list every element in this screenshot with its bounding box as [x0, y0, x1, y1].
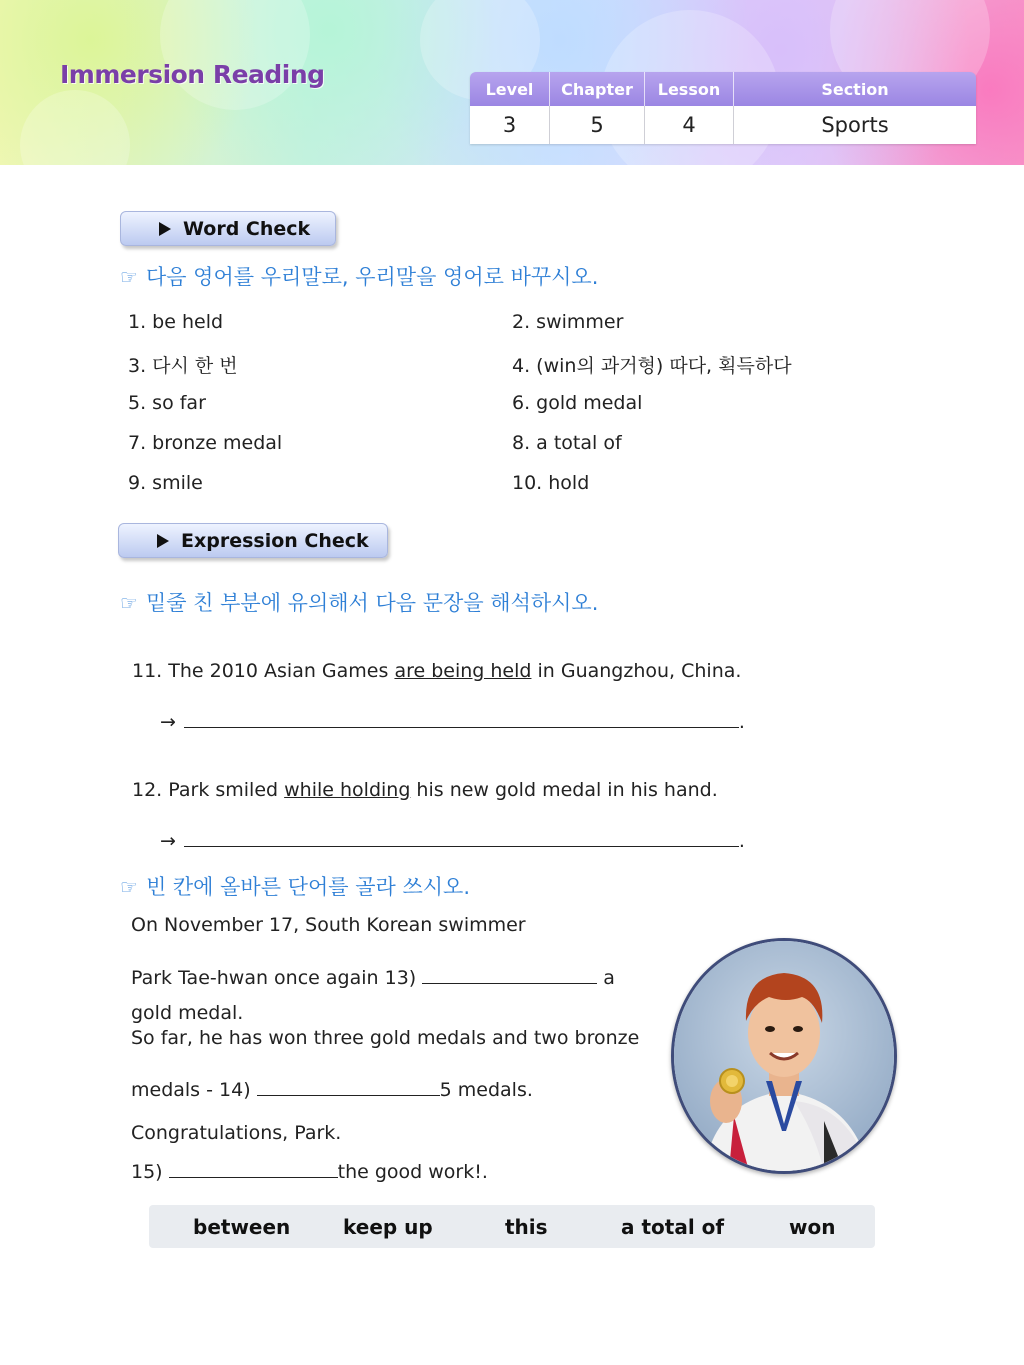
passage-line: gold medal.: [131, 1002, 244, 1024]
answer-line-12[interactable]: → .: [160, 830, 745, 852]
underlined-phrase: while holding: [284, 779, 411, 801]
word-item: 3. 다시 한 번: [128, 355, 238, 377]
word-bank-item[interactable]: won: [789, 1215, 836, 1239]
word-bank-item[interactable]: a total of: [621, 1215, 725, 1239]
pointing-hand-icon: ☞: [120, 875, 138, 899]
header-chapter: Chapter: [550, 72, 645, 106]
expression-check-instruction: ☞ 밑줄 친 부분에 유의해서 다음 문장을 해석하시오.: [120, 591, 599, 615]
word-item: 7. bronze medal: [128, 432, 283, 454]
word-bank-item[interactable]: this: [505, 1215, 548, 1239]
blank-13[interactable]: [422, 966, 597, 984]
value-section: Sports: [821, 113, 889, 137]
word-bank: [149, 1205, 875, 1248]
brand-title: Immersion Reading: [60, 60, 325, 89]
pointing-hand-icon: ☞: [120, 591, 138, 615]
play-triangle-icon: [157, 534, 169, 548]
blank-15[interactable]: [169, 1160, 338, 1178]
word-bank-item[interactable]: keep up: [343, 1215, 433, 1239]
word-check-heading: Word Check: [120, 211, 336, 246]
header-lesson: Lesson: [645, 72, 734, 106]
word-item: 8. a total of: [512, 432, 622, 454]
answer-blank[interactable]: [184, 829, 739, 847]
header-banner: [0, 0, 1024, 165]
fill-blank-instruction: ☞ 빈 칸에 올바른 단어를 골라 쓰시오.: [120, 875, 470, 899]
passage-line: Park Tae-hwan once again 13) a: [131, 967, 615, 989]
info-header-row: [470, 72, 976, 106]
passage-line: Congratulations, Park.: [131, 1122, 342, 1144]
value-chapter: 5: [550, 106, 645, 144]
passage-line: 15) the good work!.: [131, 1161, 488, 1183]
swimmer-illustration: [674, 941, 894, 1171]
arrow-icon: →: [160, 830, 176, 852]
word-check-instruction: ☞ 다음 영어를 우리말로, 우리말을 영어로 바꾸시오.: [120, 265, 599, 289]
pointing-hand-icon: ☞: [120, 265, 138, 289]
passage-line: On November 17, South Korean swimmer: [131, 914, 526, 936]
sentence-11: 11. The 2010 Asian Games are being held in Guangzhou, China.: [132, 660, 742, 682]
answer-blank[interactable]: [184, 710, 739, 728]
sentence-12: 12. Park smiled while holding his new gold medal in his hand.: [132, 779, 718, 801]
value-lesson: 4: [645, 106, 734, 144]
word-item: 4. (win의 과거형) 따다, 획득하다: [512, 355, 792, 377]
expression-check-heading: Expression Check: [118, 523, 388, 558]
word-bank-item[interactable]: between: [193, 1215, 291, 1239]
word-item: 6. gold medal: [512, 392, 643, 414]
word-item: 5. so far: [128, 392, 206, 414]
swimmer-photo: [671, 938, 897, 1174]
underlined-phrase: are being held: [394, 660, 532, 682]
lesson-info-table: [470, 72, 976, 144]
header-section: Section: [821, 79, 889, 99]
play-triangle-icon: [159, 222, 171, 236]
passage-line: medals - 14) 5 medals.: [131, 1079, 533, 1101]
passage-line: So far, he has won three gold medals and two bronze: [131, 1027, 640, 1049]
word-item: 9. smile: [128, 472, 203, 494]
word-item: 1. be held: [128, 311, 224, 333]
word-item: 10. hold: [512, 472, 590, 494]
info-value-row: [470, 106, 976, 144]
arrow-icon: →: [160, 711, 176, 733]
value-level: 3: [470, 106, 550, 144]
word-item: 2. swimmer: [512, 311, 624, 333]
answer-line-11[interactable]: → .: [160, 711, 745, 733]
blank-14[interactable]: [257, 1078, 440, 1096]
header-level: Level: [470, 72, 550, 106]
